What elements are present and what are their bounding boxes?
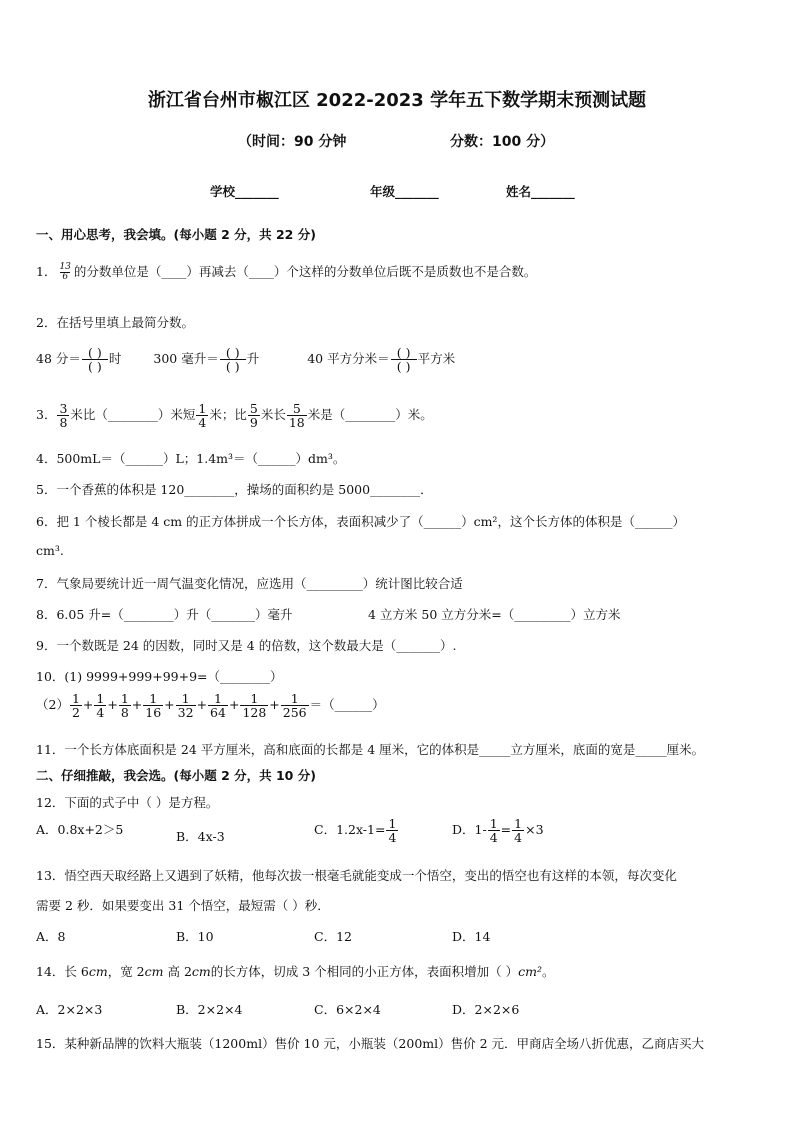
q10-fraction: $\frac{1}{256}$ [282, 691, 307, 721]
q1-number: 1． [36, 264, 57, 279]
section-2-heading: 二、仔细推敲，我会选。(每小题 2 分，共 10 分) [36, 768, 316, 783]
q1-text: 的分数单位是（____）再减去（____）个这样的分数单位后既不是质数也不是合数。 [73, 264, 537, 279]
q13-option-d: D．14 [452, 929, 491, 944]
question-14: 14．长 6cm，宽 2cm 高 2cm的长方体，切成 3 个相同的小正方体，表面积增加（ ）cm²。 [36, 964, 555, 979]
question-8-part-a: 8．6.05 升=（________）升（_______）毫升 [36, 607, 293, 622]
question-7: 7．气象局要统计近一周气温变化情况，应选用（_________）统计图比较合适 [36, 576, 463, 591]
q10-fraction: $\frac{1}{8}$ [120, 691, 129, 721]
q13-option-c: C．12 [314, 929, 352, 944]
q12-option-b: B．4x-3 [176, 829, 225, 844]
question-11: 11．一个长方体底面积是 24 平方厘米，高和底面的长都是 4 厘米，它的体积是_____立方厘米，底面的宽是_____厘米。 [36, 742, 705, 757]
question-4: 4．500mL＝（______）L；1.4m³＝（______）dm³。 [36, 451, 346, 466]
q12-option-a: A．0.8x+2＞5 [36, 822, 124, 837]
section-1-heading: 一、用心思考，我会填。(每小题 2 分，共 22 分) [36, 227, 316, 242]
school-field: 学校_______ [210, 184, 279, 199]
exam-time: （时间：90 分钟 [238, 134, 347, 150]
q2-b-fraction: $\frac{( )}{( )}$ [220, 346, 246, 373]
q10-fraction: $\frac{1}{4}$ [96, 691, 105, 721]
q13-option-a: A．8 [36, 929, 66, 944]
q12-option-c: C．1.2x-1= $\frac{1}{4}$ [314, 816, 397, 846]
plus-sign: + [269, 697, 280, 713]
grade-field: 年级_______ [370, 184, 439, 199]
question-13: 13．悟空西天取经路上又遇到了妖精，他每次拔一根毫毛就能变成一个悟空，变出的悟空也有这样的本领，每次变化 [36, 868, 677, 883]
question-1 [36, 262, 536, 282]
question-10-part-2: （2） $\frac{1}{2}$ + $\frac{1}{4}$ + $\frac{1}{8}$ + $\frac{1}{16}$ + $\frac{1}{32}$ + $\frac{1}{64}$ + $\frac{1}{128}$ + $\frac{1}{256}$ ＝（______） [36, 691, 385, 721]
question-12: 12．下面的式子中（ ）是方程。 [36, 795, 219, 810]
q1-fraction: $\frac{13}{6}$ [59, 261, 71, 282]
q10-fraction: $\frac{1}{128}$ [242, 691, 267, 721]
question-6: 6．把 1 个棱长都是 4 cm 的正方体拼成一个长方体，表面积减少了（______）cm²，这个长方体的体积是（______） [36, 514, 685, 529]
plus-sign: + [82, 697, 94, 713]
q2-a-fraction: $\frac{( )}{( )}$ [82, 346, 108, 373]
question-6-unit: cm³. [36, 543, 64, 558]
question-9: 9．一个数既是 24 的因数，同时又是 4 的倍数，这个数最大是（_______）. [36, 638, 457, 653]
plus-sign: + [131, 697, 143, 713]
q10-fraction: $\frac{1}{16}$ [145, 691, 162, 721]
plus-sign: + [107, 697, 118, 713]
plus-sign: + [228, 697, 240, 713]
q14-option-d: D．2×2×6 [452, 1002, 520, 1017]
name-field: 姓名_______ [506, 184, 575, 199]
q14-option-a: A．2×2×3 [36, 1002, 103, 1017]
q2-c-fraction: $\frac{( )}{( )}$ [391, 346, 417, 373]
question-10-part-1: 10．(1) 9999+999+99+9=（________） [36, 669, 283, 684]
question-3: 3． $\frac{3}{8}$ 米比（________）米短 $\frac{1}{4}$ 米；比 $\frac{5}{9}$ 米长 $\frac{5}{18}$ 米是（________）米。 [36, 401, 433, 431]
question-15: 15．某种新品牌的饮料大瓶装（1200ml）售价 10 元，小瓶装（200ml）售价 2 元．甲商店全场八折优惠，乙商店买大 [36, 1036, 705, 1051]
plus-sign: + [196, 697, 208, 713]
question-8-part-b: 4 立方米 50 立方分米=（_________）立方米 [368, 607, 621, 622]
question-13-cont: 需要 2 秒．如果要变出 31 个悟空，最短需（ ）秒． [36, 898, 330, 913]
question-5: 5．一个香蕉的体积是 120________，操场的面积约是 5000________． [36, 482, 433, 497]
q14-option-c: C．6×2×4 [314, 1002, 381, 1017]
q12-option-d: D．1- $\frac{1}{4}$ = $\frac{1}{4}$ ×3 [452, 816, 544, 846]
q14-option-b: B．2×2×4 [176, 1002, 243, 1017]
q10-fraction: $\frac{1}{2}$ [71, 691, 80, 721]
exam-score: 分数：100 分） [450, 134, 555, 150]
q13-option-b: B．10 [176, 929, 214, 944]
question-2-items: 48 分＝ $\frac{( )}{( )}$ 时 300 毫升＝ $\frac{( )}{( )}$ 升 40 平方分米＝ $\frac{( )}{( )}$ 平方米 [36, 345, 456, 375]
q10-fraction: $\frac{1}{32}$ [177, 691, 194, 721]
question-2: 2．在括号里填上最简分数。 [36, 315, 194, 330]
plus-sign: + [164, 697, 175, 713]
q10-fraction: $\frac{1}{64}$ [210, 691, 226, 721]
page-title: 浙江省台州市椒江区 2022-2023 学年五下数学期末预测试题 [147, 90, 647, 111]
